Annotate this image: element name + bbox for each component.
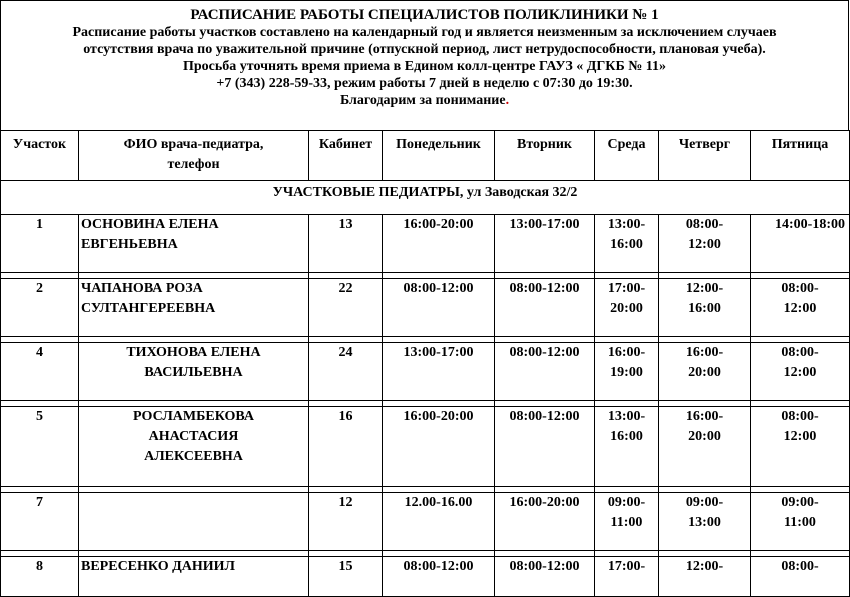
header-cabinet: Кабинет — [309, 131, 383, 181]
header-fio-line-2: телефон — [167, 157, 220, 172]
header-wednesday: Среда — [595, 131, 659, 181]
cabinet-cell: 22 — [309, 279, 383, 337]
fri-time-line: 08:00- — [781, 281, 819, 296]
table-row — [1, 407, 850, 487]
doctor-name-line: ЕВГЕНЬЕВНА — [81, 237, 178, 252]
schedule-table — [0, 130, 850, 597]
doctor-name-line: ОСНОВИНА ЕЛЕНА — [81, 217, 219, 232]
fri-time-cell — [751, 493, 850, 551]
page-title: РАСПИСАНИЕ РАБОТЫ СПЕЦИАЛИСТОВ ПОЛИКЛИНИКИ № 1 — [190, 7, 659, 23]
fri-time-cell — [751, 407, 850, 487]
doctor-name-line: АЛЕКСЕЕВНА — [144, 449, 243, 464]
wed-time-line: 13:00- — [607, 409, 646, 424]
fri-time-line: 12:00 — [783, 429, 817, 444]
doctor-name-line: ВЕРЕСЕНКО ДАНИИЛ — [81, 559, 235, 574]
wed-time-cell — [595, 493, 659, 551]
mon-time-line: 12.00-16.00 — [404, 495, 473, 510]
wed-time-cell — [595, 557, 659, 597]
mon-time-cell — [383, 493, 495, 551]
doctor-name-cell — [79, 493, 309, 551]
wed-time-cell — [595, 343, 659, 401]
wed-time-cell — [595, 215, 659, 273]
cabinet-cell: 15 — [309, 557, 383, 597]
uchastok-cell: 8 — [1, 557, 79, 597]
fri-time-line: 12:00 — [783, 365, 817, 380]
mon-time-cell — [383, 215, 495, 273]
tue-time-cell — [495, 557, 595, 597]
header-fio — [79, 131, 309, 181]
doctor-name-line: ВАСИЛЬЕВНА — [144, 365, 243, 380]
mon-time-cell — [383, 343, 495, 401]
uchastok-cell: 1 — [1, 215, 79, 273]
fri-time-line: 12:00 — [783, 301, 817, 316]
fri-time-cell — [751, 343, 850, 401]
tue-time-line: 08:00-12:00 — [509, 409, 580, 424]
wed-time-cell — [595, 279, 659, 337]
thu-time-line: 12:00- — [685, 281, 724, 296]
fri-time-line: 08:00- — [781, 345, 819, 360]
mon-time-cell — [383, 279, 495, 337]
doctor-name-cell — [79, 279, 309, 337]
cabinet-cell: 13 — [309, 215, 383, 273]
thu-time-line: 20:00 — [688, 429, 721, 444]
fri-time-line: 11:00 — [784, 515, 816, 530]
thu-time-cell — [659, 557, 751, 597]
fri-time-cell — [751, 279, 850, 337]
tue-time-cell — [495, 407, 595, 487]
uchastok-cell: 4 — [1, 343, 79, 401]
mon-time-line: 08:00-12:00 — [403, 559, 474, 574]
mon-time-cell — [383, 557, 495, 597]
fri-time-line: 08:00- — [781, 559, 819, 574]
tue-time-line: 16:00-20:00 — [509, 495, 580, 510]
cabinet-cell: 24 — [309, 343, 383, 401]
notice-line-1: Расписание работы участков составлено на календарный год и является неизменным за исключением случаев — [72, 25, 777, 40]
wed-time-line: 13:00- — [607, 217, 646, 232]
thanks-text: Благодарим за понимание — [339, 93, 506, 108]
wed-time-cell — [595, 407, 659, 487]
fri-time-line: 09:00- — [781, 495, 819, 510]
section-heading — [1, 181, 850, 215]
thu-time-cell — [659, 407, 751, 487]
wed-time-line: 16:00 — [610, 237, 643, 252]
section-address: , ул Заводская 32/2 — [459, 185, 578, 200]
header-uchastok: Участок — [1, 131, 79, 181]
wed-time-line: 20:00 — [610, 301, 643, 316]
wed-time-line: 16:00 — [610, 429, 643, 444]
section-title: УЧАСТКОВЫЕ ПЕДИАТРЫ — [272, 185, 460, 200]
wed-time-line: 16:00- — [607, 345, 646, 360]
uchastok-cell: 2 — [1, 279, 79, 337]
doctor-name-line: ТИХОНОВА ЕЛЕНА — [126, 345, 261, 360]
tue-time-line: 08:00-12:00 — [509, 345, 580, 360]
table-header-row — [1, 131, 850, 181]
header-friday: Пятница — [751, 131, 850, 181]
thu-time-line: 08:00- — [685, 217, 724, 232]
table-row — [1, 279, 850, 337]
wed-time-line: 17:00- — [607, 281, 646, 296]
mon-time-cell — [383, 407, 495, 487]
tue-time-line: 08:00-12:00 — [509, 559, 580, 574]
fri-time-cell — [751, 557, 850, 597]
header-fio-line-1: ФИО врача-педиатра, — [123, 137, 264, 152]
thu-time-line: 12:00- — [685, 559, 724, 574]
doctor-name-line: СУЛТАНГЕРЕЕВНА — [81, 301, 216, 316]
tue-time-line: 08:00-12:00 — [509, 281, 580, 296]
tue-time-line: 13:00-17:00 — [509, 217, 580, 232]
doctor-name-line: РОСЛАМБЕКОВА — [133, 409, 254, 424]
header-tuesday: Вторник — [495, 131, 595, 181]
uchastok-cell: 5 — [1, 407, 79, 487]
tue-time-cell — [495, 343, 595, 401]
wed-time-line: 11:00 — [610, 515, 643, 530]
notice-line-4: +7 (343) 228-59-33, режим работы 7 дней в неделю с 07:30 до 19:30. — [216, 76, 633, 91]
notice-line-3: Просьба уточнять время приема в Едином колл-центре ГАУЗ « ДГКБ № 11» — [182, 59, 666, 74]
table-row — [1, 557, 850, 597]
schedule-notice — [0, 0, 849, 130]
header-monday: Понедельник — [383, 131, 495, 181]
mon-time-line: 16:00-20:00 — [403, 217, 474, 232]
mon-time-line: 16:00-20:00 — [403, 409, 474, 424]
thu-time-cell — [659, 215, 751, 273]
cabinet-cell: 12 — [309, 493, 383, 551]
thu-time-line: 16:00 — [688, 301, 721, 316]
doctor-name-cell — [79, 215, 309, 273]
table-row — [1, 493, 850, 551]
uchastok-cell: 7 — [1, 493, 79, 551]
doctor-name-line: АНАСТАСИЯ — [148, 429, 239, 444]
tue-time-cell — [495, 493, 595, 551]
doctor-name-cell — [79, 407, 309, 487]
fri-time-cell — [751, 215, 850, 273]
header-thursday: Четверг — [659, 131, 751, 181]
thu-time-cell — [659, 493, 751, 551]
thu-time-cell — [659, 343, 751, 401]
thu-time-line: 16:00- — [685, 409, 724, 424]
thu-time-line: 20:00 — [688, 365, 721, 380]
wed-time-line: 17:00- — [607, 559, 646, 574]
doctor-name-line: ЧАПАНОВА РОЗА — [81, 281, 203, 296]
section-row — [1, 181, 850, 215]
doctor-name-cell — [79, 557, 309, 597]
table-row — [1, 343, 850, 401]
thu-time-line: 13:00 — [688, 515, 721, 530]
thanks-dot: . — [505, 93, 510, 108]
thu-time-line: 09:00- — [685, 495, 724, 510]
notice-line-2: отсутствия врача по уважительной причине (отпускной период, лист нетрудоспособности, плановая учеба). — [83, 42, 766, 57]
thu-time-cell — [659, 279, 751, 337]
fri-time-line: 08:00- — [781, 409, 819, 424]
tue-time-cell — [495, 215, 595, 273]
tue-time-cell — [495, 279, 595, 337]
thu-time-line: 12:00 — [688, 237, 721, 252]
table-row — [1, 215, 850, 273]
thu-time-line: 16:00- — [685, 345, 724, 360]
notice-line-5 — [1, 92, 848, 109]
mon-time-line: 13:00-17:00 — [403, 345, 474, 360]
fri-time-line: 14:00-18:00 — [775, 217, 845, 232]
mon-time-line: 08:00-12:00 — [403, 281, 474, 296]
cabinet-cell: 16 — [309, 407, 383, 487]
doctor-name-cell — [79, 343, 309, 401]
wed-time-line: 19:00 — [610, 365, 643, 380]
wed-time-line: 09:00- — [607, 495, 646, 510]
